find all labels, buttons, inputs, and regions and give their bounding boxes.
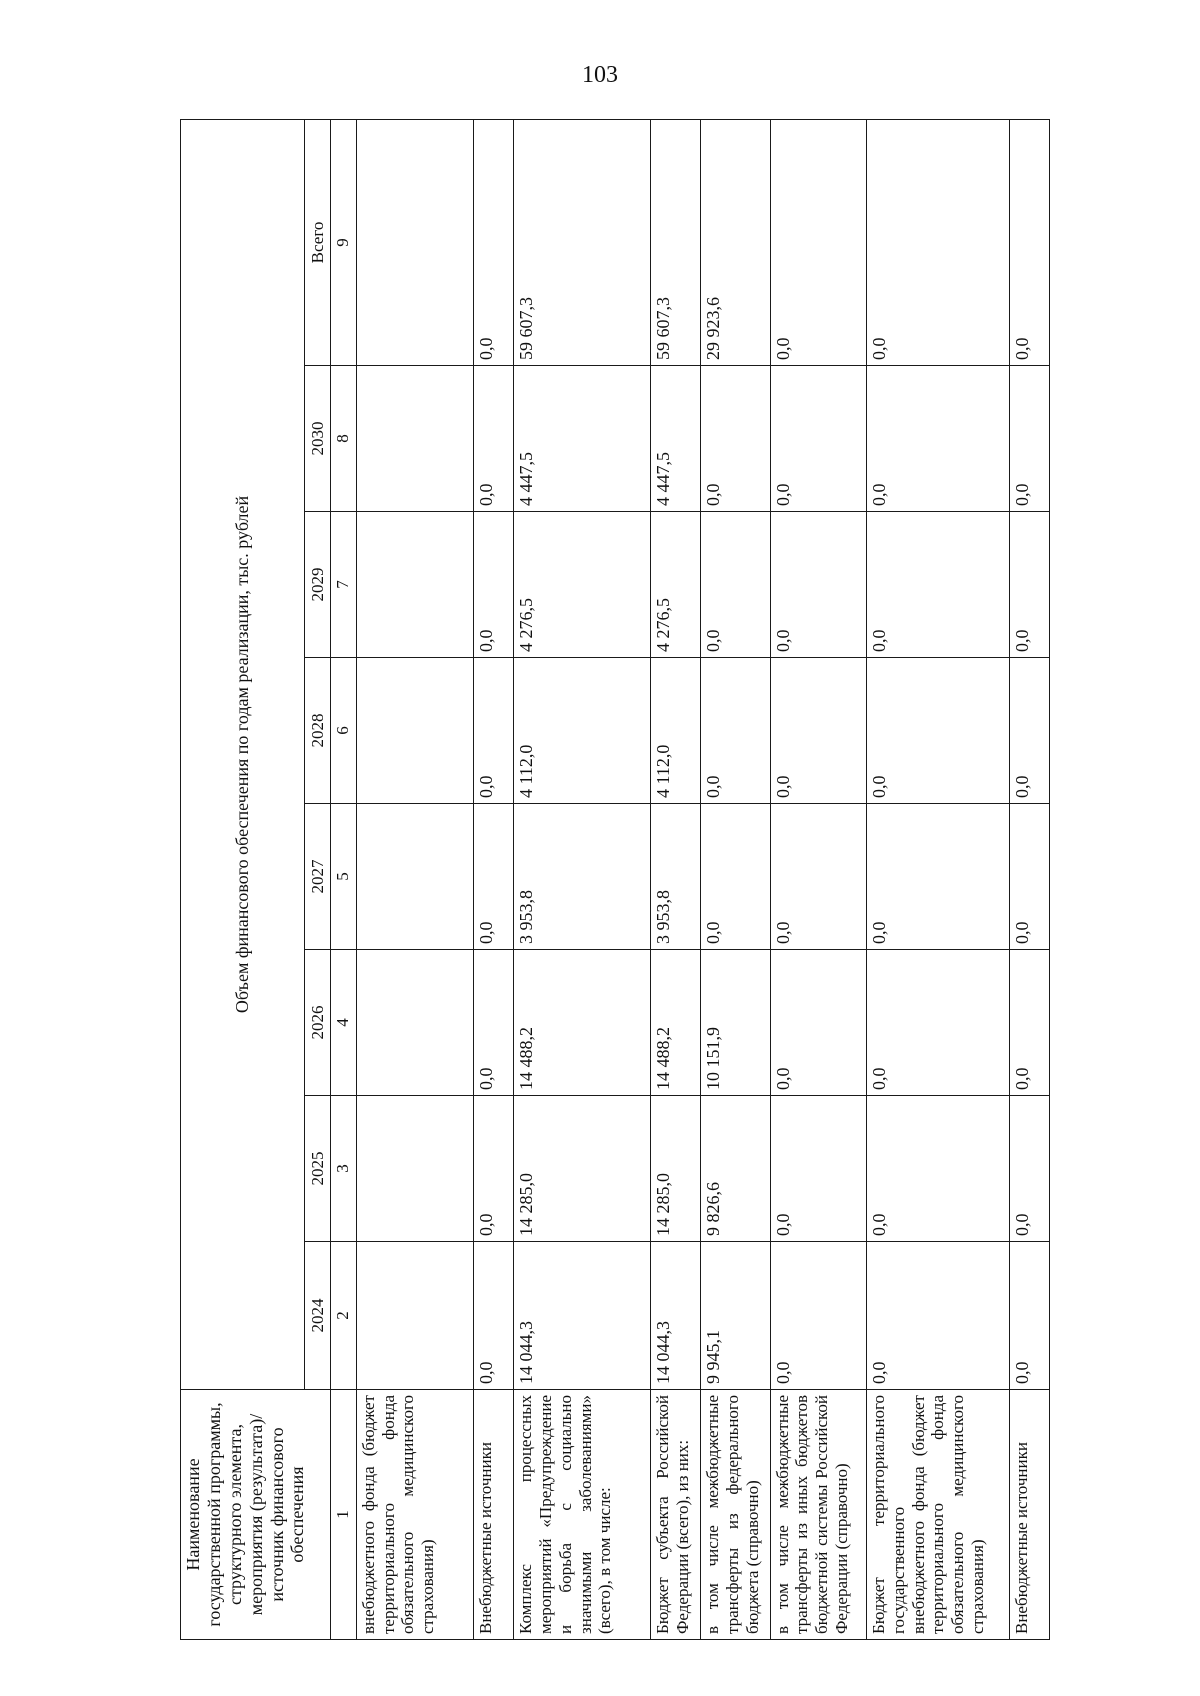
value-cell: 0,0 <box>474 512 514 658</box>
value-cell: 0,0 <box>770 119 867 365</box>
value-cell: 4 112,0 <box>514 658 651 804</box>
value-cell: 4 112,0 <box>650 658 700 804</box>
row-name-cell: Комплекс процессных мероприятий «Предупреждение и борьба с социально значимыми заболеваниями» (всего), в том числе: <box>514 1390 651 1640</box>
value-cell: 0,0 <box>1010 119 1050 365</box>
column-number: 6 <box>330 658 356 804</box>
value-cell <box>356 366 474 512</box>
value-cell: 29 923,6 <box>701 119 770 365</box>
value-cell: 0,0 <box>867 366 1010 512</box>
value-cell: 0,0 <box>1010 950 1050 1096</box>
value-cell: 0,0 <box>1010 1096 1050 1242</box>
value-cell: 0,0 <box>701 804 770 950</box>
value-cell: 4 447,5 <box>650 366 700 512</box>
volume-column-header: Объем финансового обеспечения по годам реализации, тыс. рублей <box>181 119 305 1389</box>
row-name-cell: внебюджетного фонда (бюджет территориального фонда обязательного медицинского страхования) <box>356 1390 474 1640</box>
value-cell <box>356 950 474 1096</box>
row-name-cell: в том числе межбюджетные трансферты из иных бюджетов бюджетной системы Российской Федерации (справочно) <box>770 1390 867 1640</box>
year-header-2030: 2030 <box>304 366 330 512</box>
value-cell: 0,0 <box>867 119 1010 365</box>
value-cell: 0,0 <box>867 512 1010 658</box>
row-name-cell: Бюджет территориального государственного внебюджетного фонда (бюджет территориального фонда обязательного медицинского страхования) <box>867 1390 1010 1640</box>
value-cell: 0,0 <box>474 658 514 804</box>
value-cell: 9 826,6 <box>701 1096 770 1242</box>
table-row <box>650 119 700 1639</box>
table-row <box>356 119 474 1639</box>
value-cell: 3 953,8 <box>514 804 651 950</box>
value-cell: 0,0 <box>867 1096 1010 1242</box>
value-cell <box>356 512 474 658</box>
financing-table <box>180 119 1050 1640</box>
value-cell <box>356 1242 474 1390</box>
row-name-cell: Внебюджетные источники <box>1010 1390 1050 1640</box>
year-header-2029: 2029 <box>304 512 330 658</box>
value-cell: 0,0 <box>701 658 770 804</box>
table-row <box>867 119 1010 1639</box>
row-name-cell: Внебюджетные источники <box>474 1390 514 1640</box>
value-cell: 0,0 <box>474 950 514 1096</box>
row-name-cell: Бюджет субъекта Российской Федерации (всего), из них: <box>650 1390 700 1640</box>
table-row <box>701 119 770 1639</box>
year-header-total: Всего <box>304 119 330 365</box>
value-cell: 14 044,3 <box>514 1242 651 1390</box>
table-row <box>474 119 514 1639</box>
value-cell: 0,0 <box>770 1096 867 1242</box>
value-cell: 0,0 <box>770 804 867 950</box>
value-cell: 0,0 <box>770 658 867 804</box>
value-cell: 0,0 <box>867 950 1010 1096</box>
table-header-row <box>181 119 305 1639</box>
value-cell: 4 447,5 <box>514 366 651 512</box>
value-cell: 4 276,5 <box>514 512 651 658</box>
value-cell: 0,0 <box>867 804 1010 950</box>
table-row <box>1010 119 1050 1639</box>
value-cell: 0,0 <box>474 1242 514 1390</box>
year-header-2028: 2028 <box>304 658 330 804</box>
value-cell: 14 285,0 <box>514 1096 651 1242</box>
value-cell: 59 607,3 <box>650 119 700 365</box>
value-cell: 0,0 <box>474 119 514 365</box>
value-cell <box>356 1096 474 1242</box>
value-cell: 0,0 <box>1010 804 1050 950</box>
value-cell: 14 488,2 <box>514 950 651 1096</box>
value-cell: 14 044,3 <box>650 1242 700 1390</box>
value-cell <box>356 804 474 950</box>
value-cell: 9 945,1 <box>701 1242 770 1390</box>
value-cell: 0,0 <box>474 804 514 950</box>
value-cell: 0,0 <box>1010 1242 1050 1390</box>
column-number: 4 <box>330 950 356 1096</box>
row-name-cell: в том числе межбюджетные трансферты из федерального бюджета (справочно) <box>701 1390 770 1640</box>
value-cell: 0,0 <box>1010 658 1050 804</box>
value-cell: 3 953,8 <box>650 804 700 950</box>
value-cell: 0,0 <box>770 366 867 512</box>
page-number: 103 <box>582 62 618 88</box>
column-number-row <box>330 119 356 1639</box>
table-row <box>514 119 651 1639</box>
year-header-2026: 2026 <box>304 950 330 1096</box>
value-cell <box>356 119 474 365</box>
value-cell: 0,0 <box>770 1242 867 1390</box>
value-cell: 0,0 <box>474 1096 514 1242</box>
value-cell: 0,0 <box>867 1242 1010 1390</box>
column-number: 9 <box>330 119 356 365</box>
year-header-2024: 2024 <box>304 1242 330 1390</box>
value-cell: 0,0 <box>867 658 1010 804</box>
value-cell: 14 285,0 <box>650 1096 700 1242</box>
column-number: 7 <box>330 512 356 658</box>
column-number: 2 <box>330 1242 356 1390</box>
name-column-header: Наименование государственной программы, структурного элемента, мероприятия (результата)/источник финансового обеспечения <box>181 1390 331 1640</box>
column-number: 3 <box>330 1096 356 1242</box>
value-cell: 14 488,2 <box>650 950 700 1096</box>
rotated-table-container <box>180 120 1050 1640</box>
column-number: 1 <box>330 1390 356 1640</box>
value-cell: 0,0 <box>1010 512 1050 658</box>
value-cell: 0,0 <box>474 366 514 512</box>
value-cell: 0,0 <box>770 512 867 658</box>
value-cell: 0,0 <box>1010 366 1050 512</box>
value-cell: 0,0 <box>701 512 770 658</box>
value-cell <box>356 658 474 804</box>
column-number: 5 <box>330 804 356 950</box>
value-cell: 0,0 <box>701 366 770 512</box>
value-cell: 59 607,3 <box>514 119 651 365</box>
value-cell: 4 276,5 <box>650 512 700 658</box>
column-number: 8 <box>330 366 356 512</box>
table-row <box>770 119 867 1639</box>
year-header-2025: 2025 <box>304 1096 330 1242</box>
value-cell: 0,0 <box>770 950 867 1096</box>
year-header-2027: 2027 <box>304 804 330 950</box>
value-cell: 10 151,9 <box>701 950 770 1096</box>
